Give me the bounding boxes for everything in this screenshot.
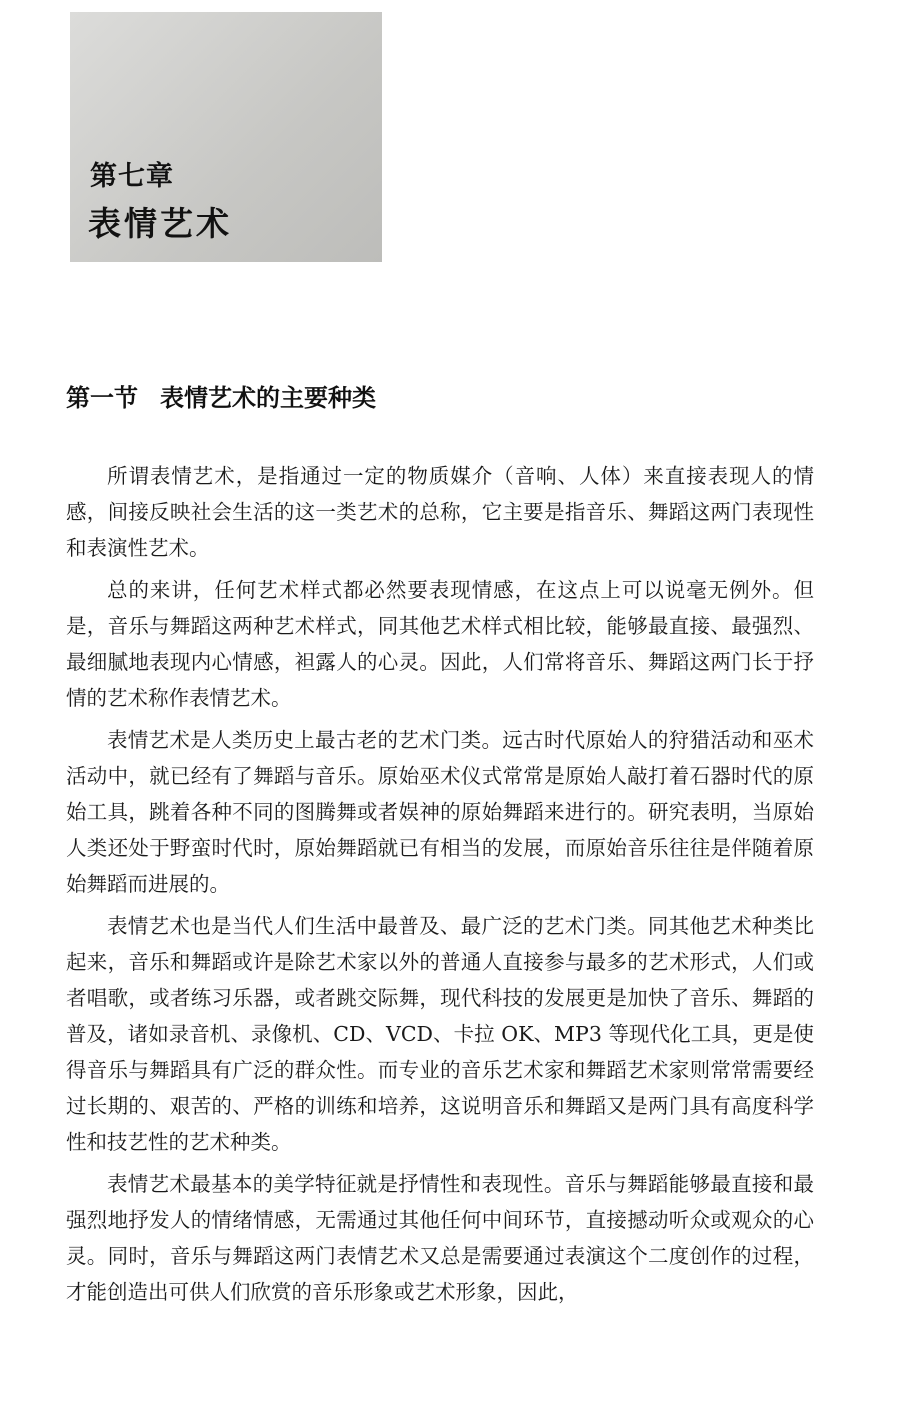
section-heading — [66, 378, 376, 413]
paragraph: 所谓表情艺术，是指通过一定的物质媒介（音响、人体）来直接表现人的情感，间接反映社会生活的这一类艺术的总称，它主要是指音乐、舞蹈这两门表现性和表演性艺术。 — [66, 464, 814, 560]
paragraph: 表情艺术是人类历史上最古老的艺术门类。远古时代原始人的狩猎活动和巫术活动中，就已经有了舞蹈与音乐。原始巫术仪式常常是原始人敲打着石器时代的原始工具，跳着各种不同的图腾舞或者娱神的原始舞蹈来进行的。研究表明，当原始人类还处于野蛮时代时，原始舞蹈就已有相当的发展，而原始音乐往往是伴随着原始舞蹈而进展的。 — [66, 728, 814, 896]
chapter-number: 第七章 — [90, 161, 174, 192]
paragraph: 总的来讲，任何艺术样式都必然要表现情感，在这点上可以说毫无例外。但是，音乐与舞蹈这两种艺术样式，同其他艺术样式相比较，能够最直接、最强烈、最细腻地表现内心情感，袒露人的心灵。因此，人们常将音乐、舞蹈这两门长于抒情的艺术称作表情艺术。 — [66, 578, 814, 710]
paragraph: 表情艺术也是当代人们生活中最普及、最广泛的艺术门类。同其他艺术种类比起来，音乐和舞蹈或许是除艺术家以外的普通人直接参与最多的艺术形式，人们或者唱歌，或者练习乐器，或者跳交际舞，现代科技的发展更是加快了音乐、舞蹈的普及，诸如录音机、录像机、CD、VCD、卡拉 OK、MP3 等现代化工具，更是使得音乐与舞蹈具有广泛的群众性。而专业的音乐艺术家和舞蹈艺术家则常常需要经过长期的、艰苦的、严格的训练和培养，这说明音乐和舞蹈又是两门具有高度科学性和技艺性的艺术种类。 — [66, 914, 814, 1154]
paragraph: 表情艺术最基本的美学特征就是抒情性和表现性。音乐与舞蹈能够最直接和最强烈地抒发人的情绪情感，无需通过其他任何中间环节，直接撼动听众或观众的心灵。同时，音乐与舞蹈这两门表情艺术又总是需要通过表演这个二度创作的过程，才能创造出可供人们欣赏的音乐形象或艺术形象，因此， — [66, 1172, 814, 1304]
chapter-title: 表情艺术 — [88, 204, 232, 243]
section-number: 第一节 — [66, 383, 138, 412]
section-title: 表情艺术的主要种类 — [160, 383, 376, 412]
body-text — [66, 458, 814, 1316]
chapter-header-box — [70, 12, 382, 262]
